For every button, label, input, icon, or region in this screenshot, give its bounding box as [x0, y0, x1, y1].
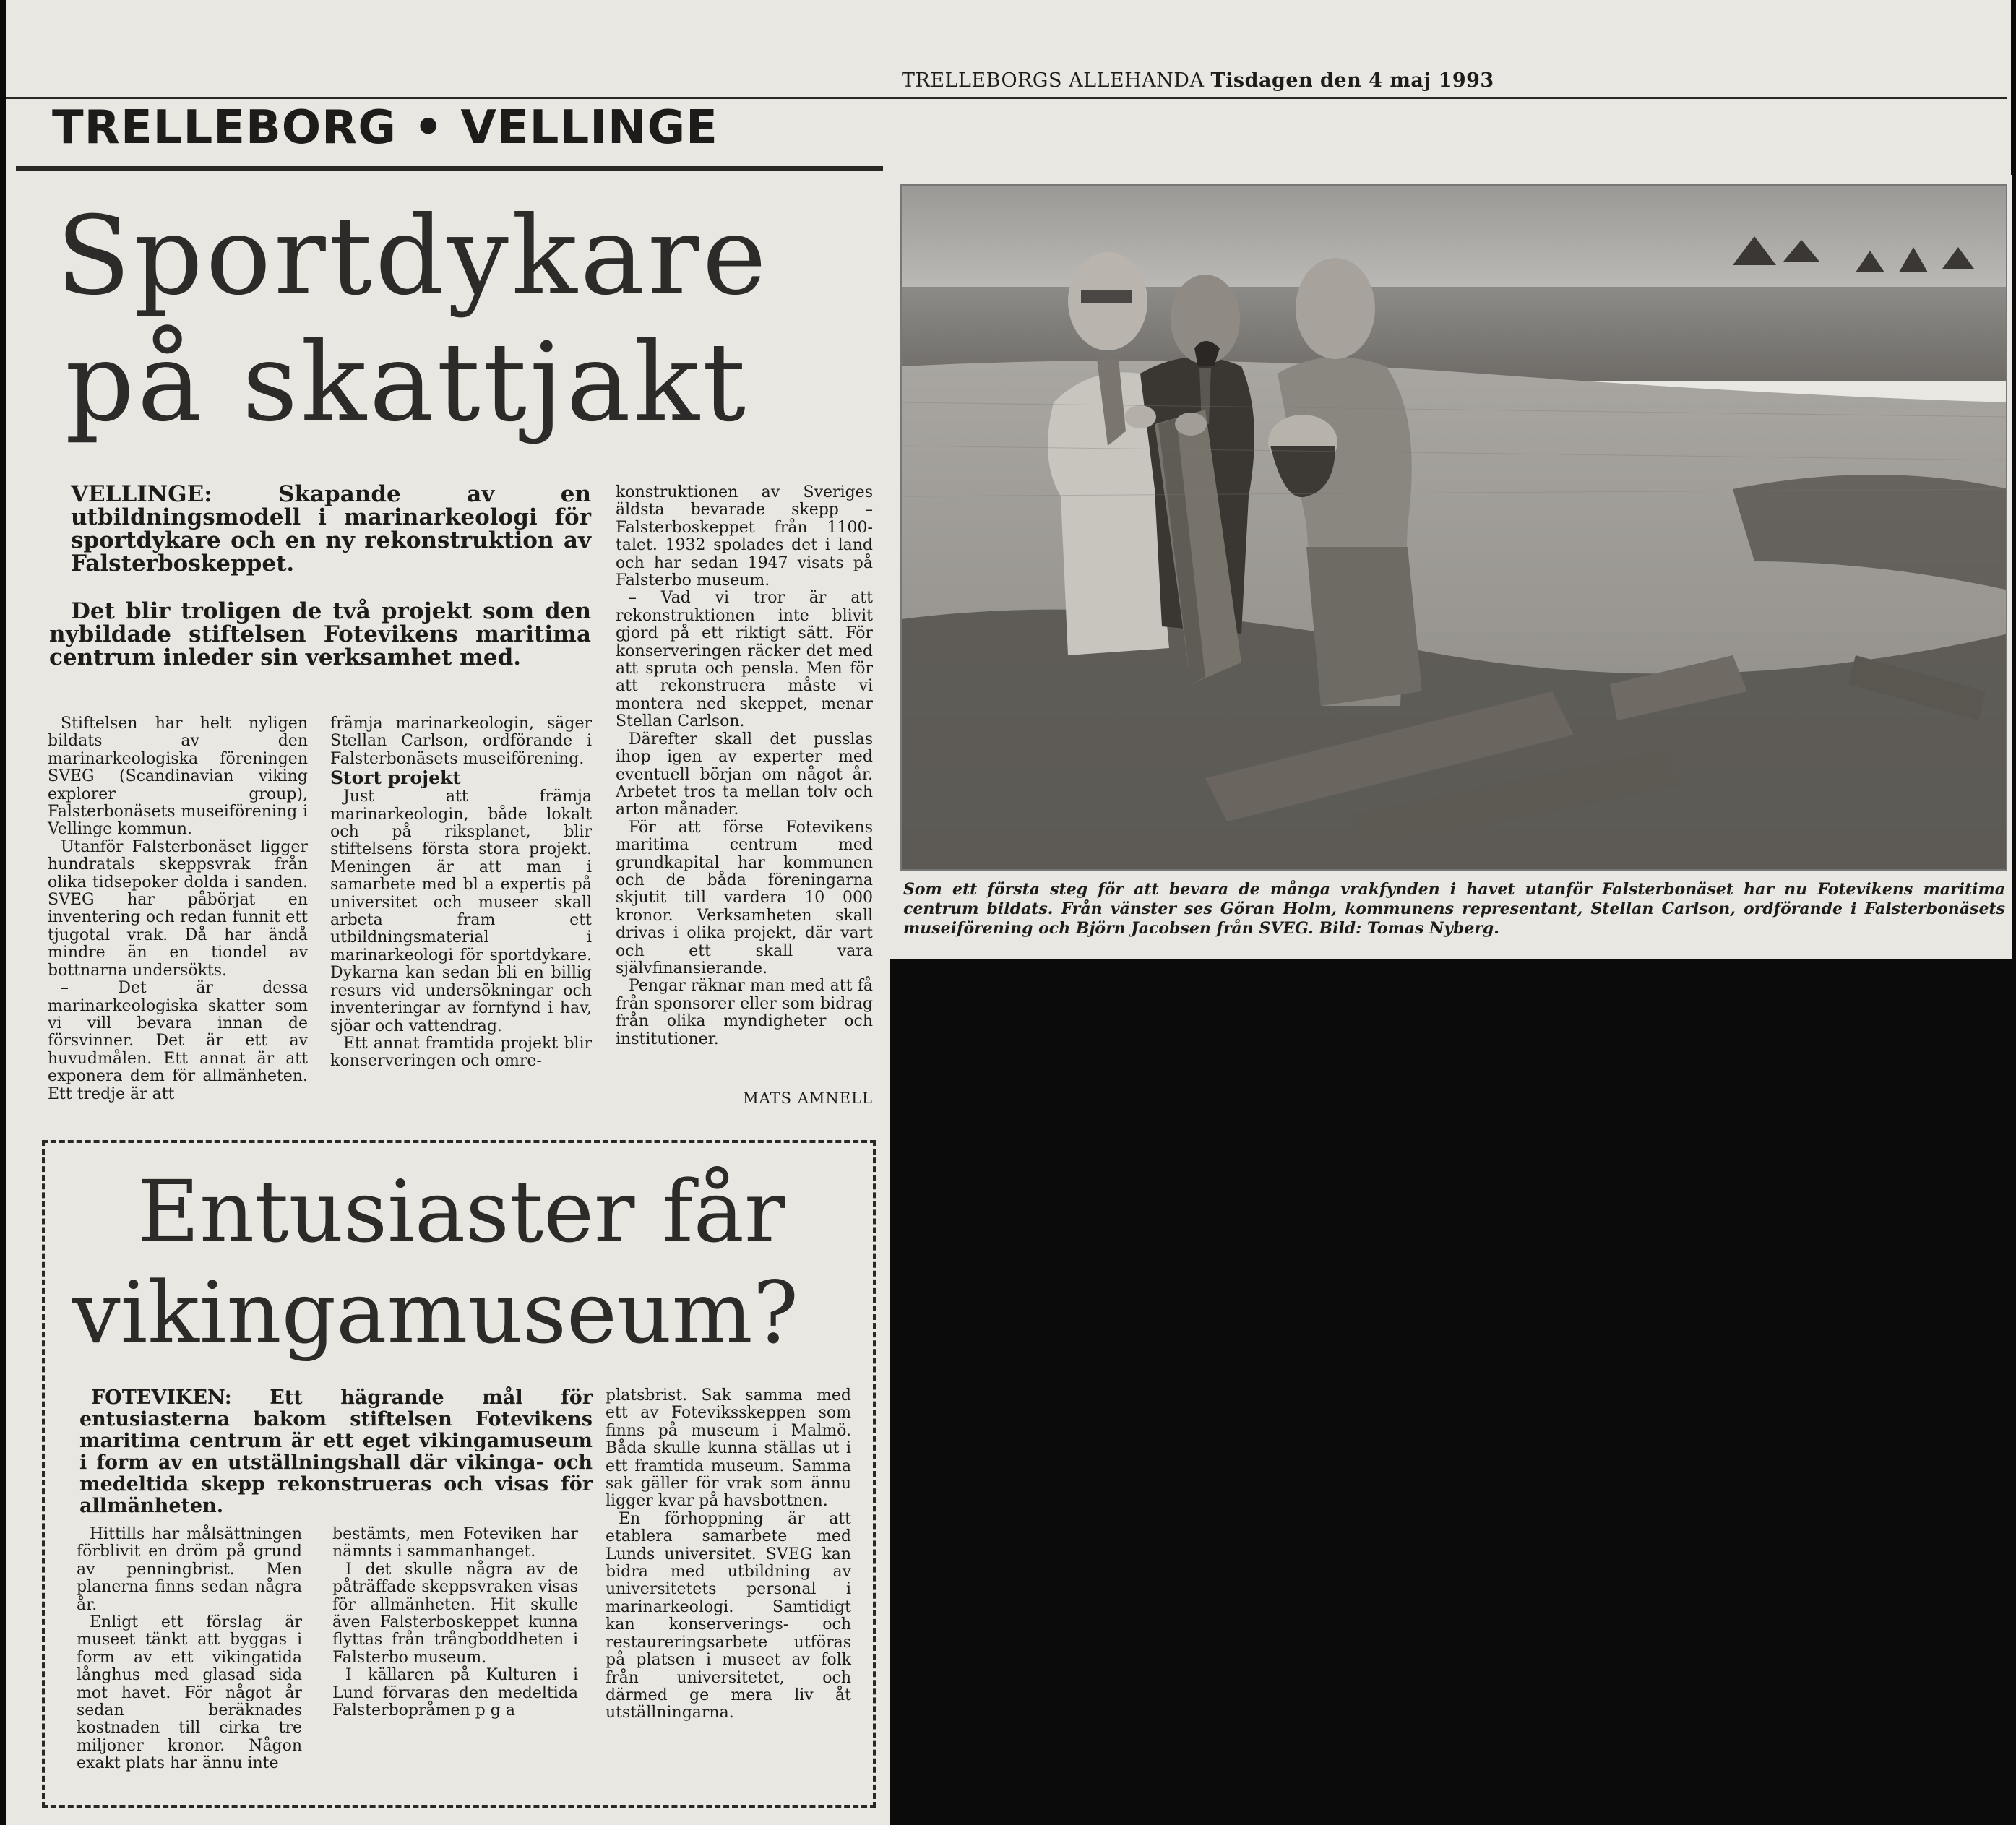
- article1-lead: VELLINGE: Skapande av en utbildningsmodell i marinarkeologi för sportdykare och en ny rekonstruktion av Falsterboskeppet.: [71, 481, 591, 577]
- article1-paragraph: – Det är dessa marinarkeologiska skatter som vi vill bevara innan de försvinner. Det är ett av huvudmålen. Ett annat är att exponera dem för allmänheten. Ett tredje är att: [48, 979, 308, 1103]
- article1-paragraph: Stiftelsen har helt nyligen bildats av den marinarkeologiska föreningen SVEG (Scandinavian viking explorer group), Falsterbonäsets museiförening i Vellinge kommun.: [48, 715, 308, 839]
- section-rule: [16, 166, 883, 171]
- article1-paragraph: Utanför Falsterbonäset ligger hundratals skeppsvrak från olika tidsepoker dolda i sanden. SVEG har påbörjat en inventering och redan funnit ett tjugotal vrak. Då har ändå mindre än en tiondel av bottnarna undersökts.: [48, 837, 308, 980]
- article1-column-1: [48, 715, 308, 1103]
- news-photo: [900, 184, 2007, 871]
- article1-paragraph: – Vad vi tror är att rekonstruktionen inte blivit gjord på ett riktigt sätt. För konserveringen räcker det med att spruta och pensla. Men för att rekonstruera måste vi montera ned skeppet, menar Stellan Carlson.: [616, 589, 873, 731]
- article1-paragraph: främja marinarkeologin, säger Stellan Carlson, ordförande i Falsterbonäsets museiförening.: [330, 715, 592, 768]
- article1-paragraph: Pengar räknar man med att få från sponsorer eller som bidrag från olika myndigheter och institutioner.: [616, 977, 873, 1048]
- article2-column-3: [606, 1387, 851, 1722]
- article2-deck: FOTEVIKEN: Ett hägrande mål för entusiasterna bakom stiftelsen Fotevikens maritima centrum är ett eget vikingamuseum i form av en utställningshall där vikinga- och medeltida skepp rekonstrueras och visas för allmänheten.: [79, 1386, 593, 1517]
- publication-date: Tisdagen den 4 maj 1993: [1210, 69, 1494, 92]
- section-head: TRELLEBORG • VELLINGE: [52, 101, 718, 155]
- article1-headline-line1: Sportdykare: [56, 194, 770, 319]
- article1-column-2: [330, 715, 592, 1071]
- article1-subhead: Stort projekt: [330, 767, 461, 789]
- article1-column-3: [616, 484, 873, 1048]
- article2-headline-line2: vikingamuseum?: [72, 1263, 798, 1363]
- masthead: [902, 69, 1494, 92]
- photo-caption: Som ett första steg för att bevara de många vrakfynden i havet utanför Falsterbonäset har nu Fotevikens maritima centrum bildats. Från vänster ses Göran Holm, kommunens representant, Stellan Carlson, ordförande i Falsterbonäsets museiförening och Björn Jacobsen från SVEG. Bild: Tomas Nyberg.: [903, 880, 2005, 938]
- article1-paragraph: Just att främja marinarkeologin, både lokalt och på riksplanet, blir stiftelsens första stora projekt. Meningen är att man i samarbete med bl a expertis på universitet och museer skall arbeta fram ett utbildningsmaterial i marinarkeologi för sportdykare. Dykarna kan sedan bli en billig resurs vid undersökningar och inventeringar av fornfynd i hav, sjöar och vattendrag.: [330, 788, 592, 1035]
- photo-three-men-with-wreck-timber: [902, 186, 2007, 871]
- article1-deck: Det blir troligen de två projekt som den nybildade stiftelsen Fotevikens maritima centrum inleder sin verksamhet med.: [49, 598, 591, 670]
- article2-paragraph: I källaren på Kulturen i Lund förvaras den medeltida Falsterbopråmen p g a: [332, 1666, 578, 1720]
- article2-paragraph: platsbrist. Sak samma med ett av Foteviksskeppen som finns på museum i Malmö. Båda skulle kunna ställas ut i ett framtida museum. Samma sak gäller för vrak som ännu ligger kvar på havsbottnen.: [606, 1386, 851, 1511]
- article1-headline-line2: på skattjakt: [65, 320, 749, 446]
- article2-paragraph: Hittills har målsättningen förblivit en dröm på grund av penningbrist. Men planerna finns sedan några år.: [77, 1525, 302, 1614]
- article1-paragraph: Ett annat framtida projekt blir konserveringen och omre-: [330, 1034, 592, 1071]
- article2-paragraph: I det skulle några av de påträffade skeppsvraken visas för allmänheten. Hit skulle även Falsterboskeppet kunna flyttas från trångboddheten i Falsterbo museum.: [332, 1560, 578, 1667]
- article2-paragraph: En förhoppning är att etablera samarbete med Lunds universitet. SVEG kan bidra med utbildning av universitetets personal i marinarkeologi. Samtidigt kan konserverings- och restaureringsarbete utföras på platsen i museet av folk från universitetet, och därmed ge mera liv åt utställningarna.: [606, 1509, 851, 1722]
- article2-paragraph: Enligt ett förslag är museet tänkt att byggas i form av ett vikingatida långhus med glasad sida mot havet. För något år sedan beräknades kostnaden till cirka tre miljoner kronor. Någon exakt plats har ännu inte: [77, 1613, 302, 1773]
- article2-column-2: [332, 1526, 578, 1720]
- article2-column-1: [77, 1526, 302, 1773]
- article1-paragraph: För att förse Fotevikens maritima centrum med grundkapital har kommunen och de båda föreningarna skjutit till vardera 10 000 kronor. Verksamheten skall drivas i olika projekt, där vart och ett skall vara självfinansierande.: [616, 818, 873, 978]
- article2-headline-line1: Entusiaster får: [137, 1162, 785, 1261]
- newspaper-name: TRELLEBORGS ALLEHANDA: [902, 69, 1205, 92]
- article1-paragraph: konstruktionen av Sveriges äldsta bevarade skepp – Falsterboskeppet från 1100-talet. 1932 spolades det i land och har sedan 1947 visats på Falsterbo museum.: [616, 483, 873, 590]
- article1-byline: MATS AMNELL: [743, 1090, 873, 1107]
- masthead-rule: [6, 97, 2007, 99]
- article1-paragraph: Därefter skall det pusslas ihop igen av experter med eventuell början om något år. Arbetet tros ta mellan tolv och arton månader.: [616, 730, 873, 819]
- article2-paragraph: bestämts, men Foteviken har nämnts i sammanhanget.: [332, 1525, 578, 1561]
